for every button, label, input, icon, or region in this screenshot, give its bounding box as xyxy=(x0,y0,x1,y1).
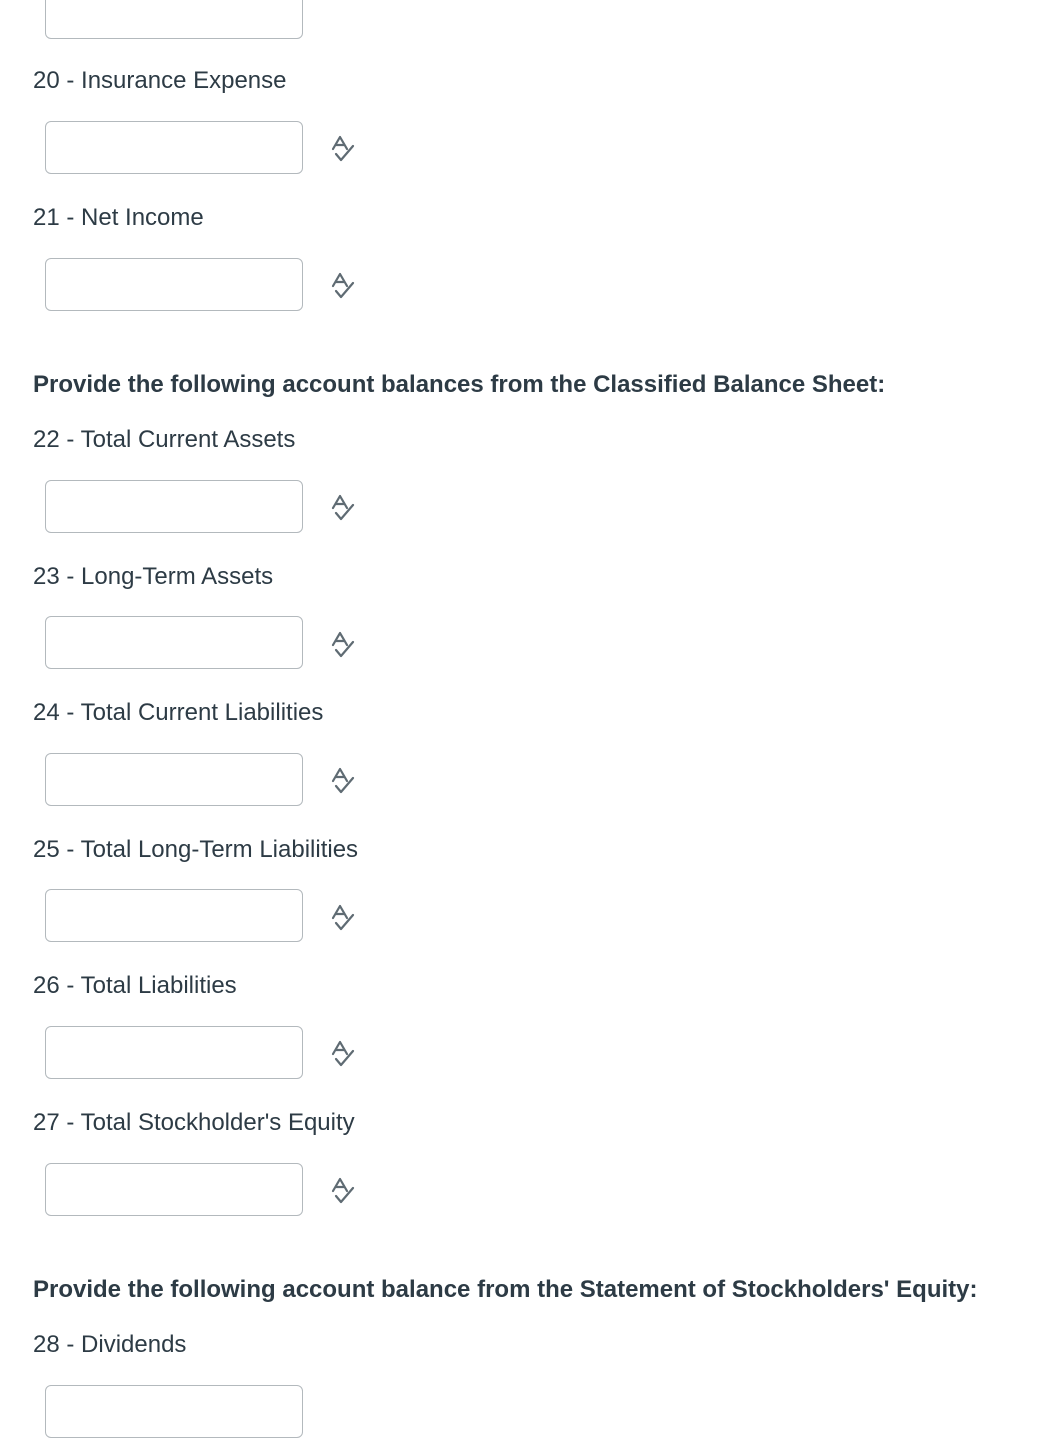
spell-check-icon[interactable] xyxy=(329,134,357,164)
question-label-25: 25 - Total Long-Term Liabilities xyxy=(33,836,359,863)
answer-input-28[interactable] xyxy=(45,1385,303,1438)
question-label-21: 21 - Net Income xyxy=(33,204,204,231)
answer-input-27[interactable] xyxy=(45,1163,303,1216)
question-label-26: 26 - Total Liabilities xyxy=(33,972,237,999)
question-label-27: 27 - Total Stockholder's Equity xyxy=(33,1109,355,1136)
question-label-23: 23 - Long-Term Assets xyxy=(33,563,274,590)
answer-input-20[interactable] xyxy=(45,121,303,174)
answer-input-22[interactable] xyxy=(45,480,303,533)
spell-check-icon[interactable] xyxy=(329,630,357,660)
section-heading-balance-sheet: Provide the following account balances from the Classified Balance Sheet: xyxy=(33,371,886,398)
answer-input-19[interactable] xyxy=(45,0,303,39)
spell-check-icon[interactable] xyxy=(329,271,357,301)
spell-check-icon[interactable] xyxy=(329,1176,357,1206)
question-label-28: 28 - Dividends xyxy=(33,1331,187,1358)
answer-input-25[interactable] xyxy=(45,889,303,942)
spell-check-icon[interactable] xyxy=(329,903,357,933)
spell-check-icon[interactable] xyxy=(329,766,357,796)
spell-check-icon[interactable] xyxy=(329,1039,357,1069)
answer-input-24[interactable] xyxy=(45,753,303,806)
answer-input-23[interactable] xyxy=(45,616,303,669)
question-label-22: 22 - Total Current Assets xyxy=(33,426,296,453)
answer-input-26[interactable] xyxy=(45,1026,303,1079)
section-heading-stockholders-equity: Provide the following account balance from the Statement of Stockholders' Equity: xyxy=(33,1276,978,1303)
question-label-24: 24 - Total Current Liabilities xyxy=(33,699,324,726)
question-label-20: 20 - Insurance Expense xyxy=(33,67,287,94)
spell-check-icon[interactable] xyxy=(329,493,357,523)
answer-input-21[interactable] xyxy=(45,258,303,311)
